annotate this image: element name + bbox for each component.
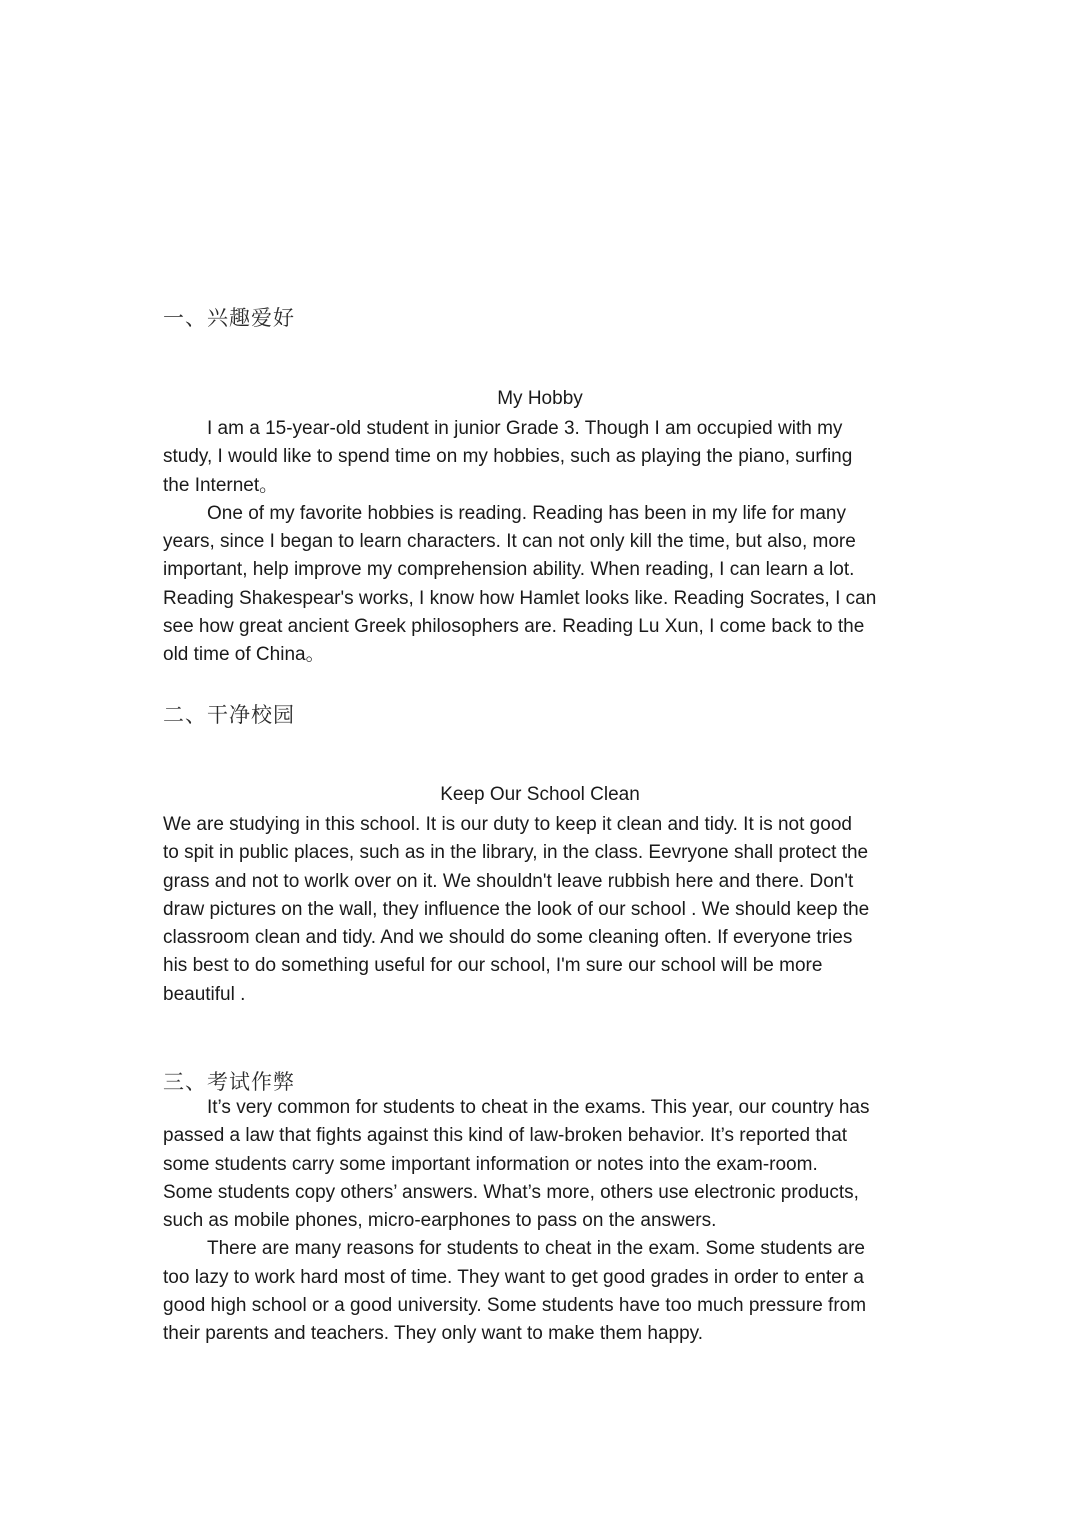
paragraph-line: old time of China。 [163,644,325,666]
paragraph-line: There are many reasons for students to cheat in the exam. Some students are [207,1238,865,1260]
paragraph-line: to spit in public places, such as in the library, in the class. Eevryone shall protect the [163,842,869,864]
section3-heading: 三、考试作弊 [163,1070,295,1094]
section1-heading: 一、兴趣爱好 [163,306,295,330]
paragraph-line: One of my favorite hobbies is reading. Reading has been in my life for many [207,502,846,524]
paragraph-line: We are studying in this school. It is our duty to keep it clean and tidy. It is not good [163,814,852,835]
paragraph-line: study, I would like to spend time on my hobbies, such as playing the piano, surfing [163,446,853,468]
paragraph-line: the Internet。 [163,474,279,496]
paragraph-line: passed a law that fights against this kind of law-broken behavior. It’s reported that [163,1125,848,1147]
paragraph-line: I am a 15-year-old student in junior Grade 3. Though I am occupied with my [207,418,843,439]
section1-body [163,415,923,670]
paragraph-line: years, since I began to learn characters. It can not only kill the time, but also, more [163,531,856,553]
section3-body [163,1094,923,1349]
paragraph-line: good high school or a good university. Some students have too much pressure from [163,1295,867,1317]
paragraph-line: see how great ancient Greek philosophers are. Reading Lu Xun, I come back to the [163,616,865,638]
section2-heading: 二、干净校园 [163,703,295,727]
paragraph-line: his best to do something useful for our school, I'm sure our school will be more [163,955,823,977]
paragraph-line: classroom clean and tidy. And we should do some cleaning often. If everyone tries [163,927,853,949]
paragraph-line: Reading Shakespear's works, I know how Hamlet looks like. Reading Socrates, I can [163,587,877,609]
paragraph-line: draw pictures on the wall, they influence the look of our school . We should keep the [163,898,870,920]
paragraph-line: important, help improve my comprehension ability. When reading, I can learn a lot. [163,559,855,581]
paragraph-line: such as mobile phones, micro-earphones to pass on the answers. [163,1210,717,1232]
paragraph-line: Some students copy others’ answers. What’s more, others use electronic products, [163,1181,859,1203]
paragraph-line: some students carry some important information or notes into the exam-room. [163,1153,818,1175]
paragraph-line: too lazy to work hard most of time. They want to get good grades in order to enter a [163,1266,864,1288]
paragraph-line: their parents and teachers. They only want to make them happy. [163,1323,704,1345]
section1-title: My Hobby [497,388,583,409]
paragraph-line: grass and not to worlk over on it. We shouldn't leave rubbish here and there. Don't [163,870,854,892]
section2-title: Keep Our School Clean [440,784,640,805]
section2-body [163,811,923,1009]
paragraph-line: It’s very common for students to cheat in the exams. This year, our country has [207,1097,870,1118]
paragraph-line: beautiful . [163,983,246,1005]
